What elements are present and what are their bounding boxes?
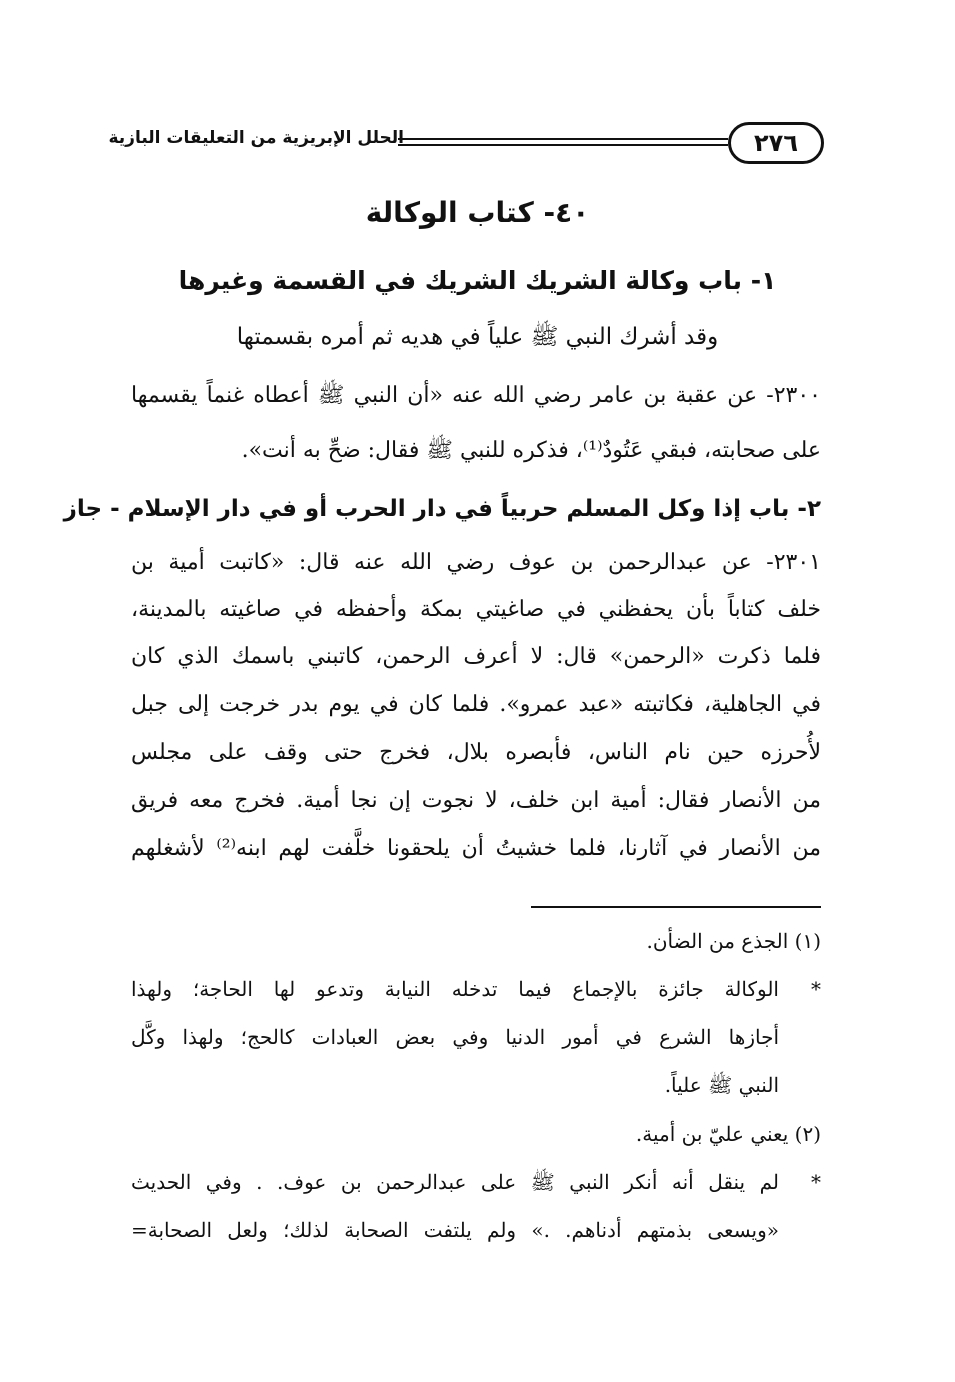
note-marker: * — [811, 1170, 821, 1194]
hadith-line: فلما ذكرت «الرحمن» قال: لا أعرف الرحمن، كاتبني باسمك الذي كان — [131, 644, 821, 669]
note-line: أجازها الشرع في أمور الدنيا وفي بعض العبادات كالحج؛ ولهذا وكَّل — [131, 1025, 779, 1049]
note-line: «ويسعى بذمتهم أدناهم. .» ولم يلتفت الصحابة لذلك؛ ولعل الصحابة= — [131, 1218, 779, 1242]
footnote-separator — [531, 906, 821, 908]
hadith-line: خلف كتاباً بأن يحفظني في صاغيتي بمكة وأحفظه في صاغيته بالمدينة، — [131, 597, 821, 622]
running-header — [108, 122, 824, 168]
hadith-line: ٢٣٠١- عن عبدالرحمن بن عوف رضي الله عنه قال: «كاتبت أمية بن — [131, 550, 821, 575]
hadith-line: من الأنصار فقال: أمية ابن خلف، لا نجوت إن نجا أمية. فخرج معه فريق — [131, 788, 821, 813]
footnote: (١) الجذع من الضأن. — [646, 929, 821, 953]
hadith-line: من الأنصار في آثارنا، فلما خشيتُ أن يلحقونا خلَّفت لهم ابنه⁽²⁾ لأشغلهم — [131, 836, 821, 861]
page-number: ٢٧٦ — [728, 122, 824, 164]
hadith-line: ٢٣٠٠- عن عقبة بن عامر رضي الله عنه «أن النبي ﷺ أعطاه غنماً يقسمها — [131, 383, 821, 408]
note-marker: * — [811, 977, 821, 1001]
header-rule — [398, 144, 728, 146]
commentary-note — [131, 1158, 821, 1254]
footnote: (٢) يعني عليّ بن أمية. — [635, 1122, 821, 1146]
header-rule — [398, 138, 728, 140]
chapter-title: ١- باب وكالة الشريك الشريك في القسمة وغيرها — [178, 266, 777, 295]
chapter-intro: وقد أشرك النبي ﷺ علياً في هديه ثم أمره بقسمتها — [236, 324, 719, 350]
note-line: النبي ﷺ علياً. — [664, 1073, 779, 1097]
running-title: الحلل الإبريزية من التعليقات البازية — [108, 128, 404, 148]
hadith-line: لأُحرزه حين نام الناس، فأبصره بلال، فخرج حتى وقف على مجلس — [131, 740, 821, 765]
note-line: الوكالة جائزة بالإجماع فيما تدخله النيابة وتدعو لها الحاجة؛ ولهذا — [131, 977, 779, 1001]
chapter-title: ٢- باب إذا وكل المسلم حربياً في دار الحرب أو في دار الإسلام - جاز — [63, 496, 821, 522]
note-line: لم ينقل أنه أنكر النبي ﷺ على عبدالرحمن بن عوف. . وفي الحديث — [131, 1170, 779, 1194]
hadith-line: في الجاهلية، فكاتبته «عبد عمرو». فلما كان في يوم بدر خرجت إلى جبل — [131, 692, 821, 717]
hadith-line: على صحابته، فبقي عَتُودٌ⁽¹⁾، فذكره للنبي ﷺ فقال: ضحِّ به أنت». — [241, 438, 821, 463]
commentary-note — [131, 965, 821, 1109]
book-title: ٤٠- كتاب الوكالة — [365, 196, 590, 229]
